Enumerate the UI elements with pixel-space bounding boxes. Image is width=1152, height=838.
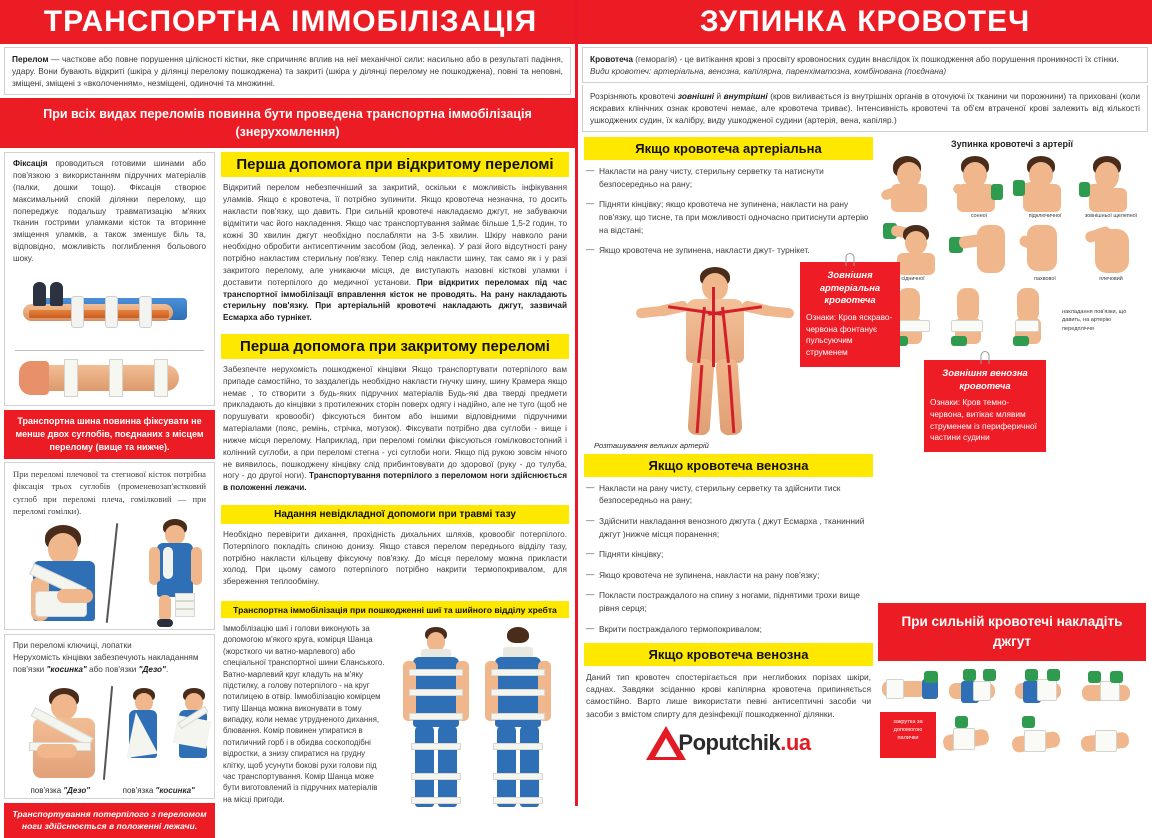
paperclip-icon: [846, 253, 855, 266]
caption-kosynka: [110, 786, 209, 795]
tourniquet-cell: [1013, 665, 1078, 709]
list-item: — Підняти кінцівку;: [586, 548, 869, 561]
arm-splint-illustration: [9, 355, 210, 401]
clavicle-line2-wrap: [11, 652, 208, 676]
clavicle-dezo: "Дезо": [138, 664, 166, 674]
bleeding-internal-term: внутрішні: [723, 91, 768, 102]
left-panel: [0, 0, 578, 832]
neck-heading: Транспортна іммобілізація при пошкодженні шиї та шийного відділу хребта: [221, 601, 569, 618]
pressure-points-row-2: [878, 223, 1146, 275]
pressure-point-cell: [1013, 223, 1077, 275]
clavicle-line1: При переломі ключиці, лопатки: [13, 641, 132, 651]
artery-label: сідничної: [901, 276, 925, 283]
forearm-cell: [941, 288, 998, 344]
closed-fracture-heading: Перша допомога при закритому переломі: [221, 334, 569, 359]
forearm-cell: [1001, 288, 1058, 344]
artery-label: сонної: [970, 213, 988, 220]
clavicle-end: .: [165, 664, 169, 674]
splint-caption: Транспортна шина повинна фіксувати не менше двох суглобів, поєднаних з місцем перелому (вище та нижче).: [4, 410, 215, 459]
right-text-column: [578, 137, 878, 760]
capillary-heading: Якщо кровотеча венозна: [584, 643, 873, 666]
arterial-bleeding-tag: [800, 262, 900, 367]
splint-illustration-card: [4, 270, 215, 406]
right-title-bar: [578, 0, 1152, 44]
three-joints-illustration: [11, 517, 208, 629]
three-joints-text: При переломі плечової та стегнової кісток потрібна фіксація трьох суглобів (променевозап'ястковий суглоб при переломі плеча, гомілковий — при переломі гомілки).: [13, 468, 206, 516]
tourniquet-row-1: [880, 665, 1144, 709]
venous-tag-text: Ознаки: Кров темно-червона, витікає млявим струменем із периферичної частини судини: [930, 397, 1037, 443]
fixation-text: проводиться готовими шинами або пов'язкою з використанням підручних матеріалів (палки, дошки тощо). Фіксація створює максимальний спокій ділянки перелому, що попереджує подальшу травматизацію м'яких тканин гострими уламками кісток та вторинне зміщення уламків, а також зменшує біль та, відповідно, можливість поглиблення больового шоку.: [13, 159, 206, 263]
pressure-point-cell: [1013, 154, 1077, 212]
list-item: — Якщо кровотеча не зупинена, накласти на рану пов'язку;: [586, 569, 869, 582]
bleeding-p2-a: Розрізняють кровотечі: [590, 91, 678, 102]
tourniquet-cell: [880, 665, 945, 709]
bleeding-types: артеріальна, венозна, капілярна, паренхіматозна, комбінована (поєднана): [651, 66, 947, 77]
clavicle-kosynka: "косинка": [46, 664, 87, 674]
venous-bleeding-tag: [924, 360, 1046, 452]
tourniquet-cell: [947, 665, 1012, 709]
left-page-title: ТРАНСПОРТНА ІММОБІЛІЗАЦІЯ: [43, 5, 538, 38]
fracture-definition: [4, 47, 571, 95]
closed-fracture-text: Забезпечте нерухомість пошкодженої кінцівки Якщо транспортувати потерпілого вам припаде самостійно, то заздалегідь необхідно накласти гнучку шину, шину Крамера якщо немає , то створити з будь-яких підручних матеріалів Будь-які два тверді предмети прикладають до кінцівки з протилежних сторін поверх одягу і надійно, але не туго (щоб не порушувати кровообіг) фіксуються бинтом або іншими відповідними підручними матеріалами (пояс, ремінь, стрічка, мотузок). Фіксувати потрібно два суглоби - вище і нижче місця перелому. Наприклад, при переломі гомілки фіксуються гомілковостопний і колінний суглоби, а при переломі стегна - усі суглоби ноги. Якщо під рукою зовсім нічого не виявилось, пошкоджену кінцівку слід прибинтовувати до здорової (руку - до тулуба, ногу - до другої ноги).: [223, 365, 567, 481]
fixation-card: [4, 152, 215, 269]
arterial-heading: Якщо кровотеча артеріальна: [584, 137, 873, 160]
artery-stop-title: Зупинка кровотечі з артерії: [951, 139, 1073, 150]
logo-name: Poputchik: [678, 729, 781, 755]
pressure-points-labels-2: [878, 275, 1146, 282]
left-bottom-red-caption: Транспортування потерпілого з переломом ноги здійснюється в положенні лежачи.: [4, 803, 215, 838]
left-title-bar: [0, 0, 575, 44]
bleeding-definition: [582, 47, 1148, 83]
logo-text: [678, 730, 810, 756]
clavicle-or: або пов'язки: [86, 664, 139, 674]
venous-heading: Якщо кровотеча венозна: [584, 454, 873, 477]
arterial-tag-text: Ознаки: Кров яскраво-червона фонтанує пульсуючим струменем: [806, 312, 893, 357]
open-fracture-body: [221, 182, 569, 324]
bleeding-definition-2: [582, 85, 1148, 132]
spine-board-illustration: [395, 623, 569, 805]
pressure-point-cell: [1079, 223, 1143, 275]
caption-dezo: [11, 786, 110, 795]
left-image-column: [0, 152, 218, 837]
triangle-logo-icon: [646, 726, 686, 760]
right-panel: [578, 0, 1152, 806]
list-item: — Вкрити постраждалого термопокривалом;: [586, 623, 869, 636]
caption-dezo-value: "Дезо": [63, 785, 91, 795]
list-item: — Якщо кровотеча не зупинена, накласти джут- турнікет.: [586, 244, 869, 257]
neck-body: Іммобілізацію шиї і голови виконують за допомогою м'якого круга, комірця Шанца (жорсткого чи ватно-марлевого) або спеціальної транспортної шини Єланського. Ватно-марлевий круг кладуть на м'яку підстилку, а голову потерпілого - на круг потилицею в отвір. Іммобілізацію комірцем типу Шанца можна виконувати в тому випадку, коли немає утрудненого дихання, блювання. Комір повинен упиратися в потиличний горб і в обидва соскоподібні відростки, а знизу спиратися на грудну клітку, щоб усунути бокові рухи голови під час транспортування. Комір Шанца може бути виготовлений із підручних матеріалів на місці пригоди.: [223, 624, 385, 804]
clavicle-line2: Нерухомість кінцівки забезпечують накладанням пов'язки: [13, 653, 199, 674]
caption-dezo-pre: пов'язка: [30, 785, 64, 795]
forearm-bandage-row: [878, 288, 1146, 344]
pressure-point-cell: [947, 154, 1011, 212]
venous-steps-list: [584, 482, 873, 635]
tourniquet-title: При сильній кровотечі накладіть джгут: [878, 603, 1146, 660]
tourniquet-cell: [1077, 712, 1144, 758]
artery-label: пахвової: [1034, 276, 1056, 283]
open-fracture-bold: При відкритих переломах під час транспортної іммобілізації вправлення кісток не проводять. На рану накладають стерильну пов'язку. При артеріальній кровотечі накладають джгут, зазвичай Есмарха або турнікет.: [223, 277, 567, 323]
bleeding-p2-d: (кров виливається із внутрішніх органів в оточуючі їх тканини чи порожнини) та приховані (коли яскравих клінічних ознак кровотечі немає, але кровотеча триває). Інтенсивність кровотечі та об'єм втраченої крові залежить від кількості ушкоджених судин, їх калібру, виду ушкодженої судини (артерія, вена, капіляр.): [590, 91, 1141, 126]
left-text-column: [218, 152, 574, 837]
artery-label: плечовий: [1099, 276, 1123, 283]
arterial-tag-title: Зовнішня артеріальна кровотеча: [819, 269, 881, 306]
clavicle-illustration: [11, 680, 208, 784]
pressure-point-cell: [947, 223, 1011, 275]
pressure-points-row-1: [878, 154, 1146, 212]
closed-fracture-body: [221, 364, 569, 494]
leg-splint-illustration: [9, 274, 210, 346]
artery-label: зовнішньої щелепної: [1084, 213, 1138, 220]
clavicle-card: [4, 634, 215, 798]
fracture-definition-lead: Перелом: [12, 54, 49, 64]
list-item: — Покласти постраждалого на спину з ногами, піднятими трохи вище рівня серця;: [586, 589, 869, 614]
caption-kosynka-value: "косинка": [155, 785, 195, 795]
bleeding-definition-lead: Кровотеча: [590, 54, 633, 64]
tourniquet-cell: [1008, 712, 1075, 758]
artery-label: підключичної: [1028, 213, 1062, 220]
arterial-steps-list: [584, 165, 873, 257]
logo-dot: .: [780, 729, 786, 755]
list-item: — Накласти на рану чисту, стерильну серветку та здійснити тиск безпосередньо на рану;: [586, 482, 869, 507]
bleeding-definition-text: (геморагія) - це витікання крові з просвіту кровоносних судин внаслідок їх пошкодження або порушення проникності їх стінки.: [632, 54, 1119, 64]
pelvis-heading: Надання невідкладної допомоги при травмі тазу: [221, 505, 569, 524]
pressure-point-cell: [1079, 154, 1143, 212]
pressure-point-cell: [881, 154, 945, 212]
tourniquet-note: закрутка за допомогою палички: [880, 712, 936, 758]
right-image-column: [878, 137, 1146, 760]
caption-kosynka-pre: пов'язка: [122, 785, 156, 795]
bleeding-p2-c: й: [714, 91, 724, 102]
open-fracture-text: Відкритий перелом небезпечніший за закритий, оскільки є можливість інфікування уламків. Якщо є кровотеча, її потрібно зупинити. Якщо кровотеча незначна, то досить накласти пов'язку, що давить. При сильній кровотечі накладаємо джгут, не забуваючи відмітити час його накладення. Якщо час транспортування займає більше 1,5-2 годин, то кожні 30 хвилин джгут необхідно послабляти на 3-5 хвилин. Шкіру навколо рани необхідно обробити антисептичним засобом (йод, зеленка). У разі його відсутності рану потрібно накластим стерильну пов'язку. Тепер слід накласти шину, так само як і у разі закритого перелому, але уникаючи місця, де виступають назовні кісткові уламки і доставити потерпілого до медичної установи.: [223, 183, 567, 287]
pelvis-body: Необхідно перевірити дихання, прохідність дихальних шляхів, кровообіг потерпілого. Потерпілого покладіть спиною донизу. Якщо стався перелом переднього відділу тазу, потрібно накласти кільцеву фіксуючу пов'язку. До місця перелому можна прикласти холод. При цьому самого потерпілого потрібно накрити термопокривалом, для збереження теплообміну.: [223, 529, 567, 587]
capillary-body: Даний тип кровотеч спостерігається при неглибоких порізах шкіри, саднах. Завдяки зсіданню крові капілярна кровотеча припиняється самостійно. Варто лише використати певні антисептичні засоби чи засоби з вмістом спирту для дезінфекції пошкодженної ділянки.: [586, 672, 871, 719]
venous-tag-title: Зовнішня венозна кровотеча: [942, 367, 1028, 391]
paperclip-icon: [981, 351, 990, 364]
bleeding-external-term: зовнішні: [677, 91, 715, 102]
tourniquet-section: [878, 603, 1146, 759]
open-fracture-heading: Перша допомога при відкритому переломі: [221, 152, 569, 177]
closed-fracture-bold: Транспортування потерпілого з переломом ноги здійснюється в положенні лежачи.: [223, 471, 567, 493]
bleeding-types-lead: Види кровотеч:: [590, 66, 652, 77]
list-item: — Накласти на рану чисту, стерильну серветку та натиснути безпосередньо на рану;: [586, 165, 869, 190]
logo-tld: ua: [785, 729, 811, 755]
pressure-points-labels-1: [878, 212, 1146, 219]
list-item: — Підняти кінцівку; якщо кровотеча не зупинена, накласти на рану пов'язку, що тисне, та при можливості одночасно притиснути артерію на відстані;: [586, 198, 869, 236]
fixation-lead: Фіксація: [13, 159, 48, 169]
arteries-figure-caption: Розташування великих артерій: [594, 440, 709, 450]
right-page-title: ЗУПИНКА КРОВОТЕЧ: [699, 5, 1031, 38]
left-red-strip: При всіх видах переломів повинна бути проведена транспортна іммобілізація (знерухомлення): [0, 98, 575, 148]
tourniquet-cell: [939, 712, 1006, 758]
poputchik-logo[interactable]: [584, 720, 873, 760]
forearm-note: накладання пов'язки, що давить, на артерію передпліччя: [1062, 309, 1127, 332]
three-joints-card: [4, 462, 215, 631]
fixation-text-wrap: [11, 158, 208, 264]
fracture-definition-text: — часткове або повне порушення цілісності кістки, яке спричиняє вплив на неї механічної сили: насильно або в результаті падіння, удару. Вони бувають відкриті (шкіра у ділянці перелому пошкоджена) та закриті (шкіра у ділянці перелому не пошкоджена), повні та неповні, зміщені, зміщені з «вколоченням», незміщені, одиночні та множинні.: [12, 54, 563, 89]
list-item: — Здійснити накладання венозного джгута ( джут Есмарха , тканинний джгут )нижче місця поранення;: [586, 515, 869, 540]
tourniquet-cell: [1080, 665, 1145, 709]
